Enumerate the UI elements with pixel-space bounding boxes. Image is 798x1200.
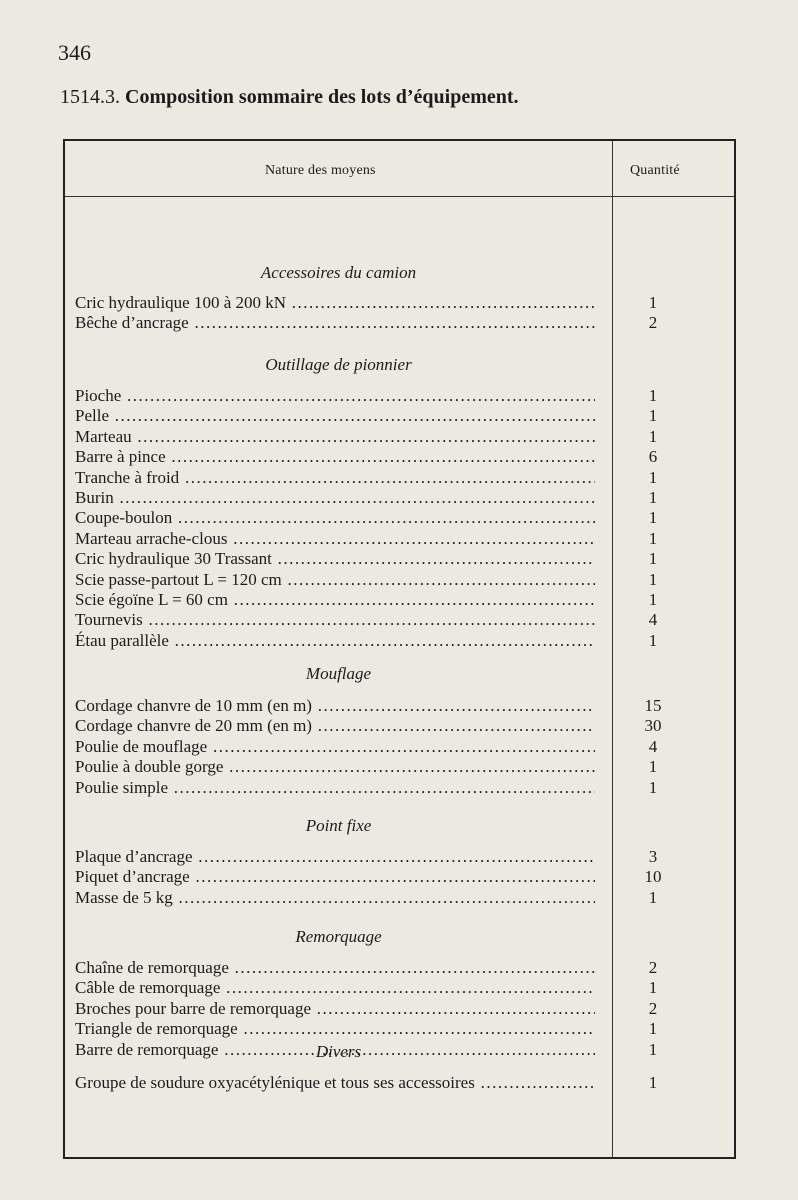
item-name: Câble de remorquage ..... <box>75 978 595 998</box>
column-header-quantity: Quantité <box>630 163 680 178</box>
item-name: Tranche à froid ..... <box>75 468 595 488</box>
item-quantity: 15 <box>644 696 662 715</box>
table-row <box>75 427 736 447</box>
item-quantity: 1 <box>648 427 658 446</box>
section-number: 1514.3. <box>60 86 120 108</box>
item-name: Pelle ..... <box>75 406 595 426</box>
table-row <box>75 313 736 333</box>
item-quantity: 1 <box>648 590 658 609</box>
item-quantity: 2 <box>648 999 658 1018</box>
item-name: Scie égoïne L = 60 cm ..... <box>75 590 595 610</box>
table-row <box>75 888 736 908</box>
table-row <box>75 293 736 313</box>
item-quantity: 2 <box>648 313 658 332</box>
group-title: Point fixe <box>305 816 372 835</box>
item-name: Bêche d’ancrage ..... <box>75 313 595 333</box>
table-row <box>75 999 736 1019</box>
table-row <box>75 508 736 528</box>
table-row <box>75 716 736 736</box>
item-quantity: 4 <box>648 610 658 629</box>
table-row <box>75 867 736 887</box>
item-name: Marteau arrache-clous ..... <box>75 529 595 549</box>
group-title: Outillage de pionnier <box>265 355 412 374</box>
item-quantity: 1 <box>648 529 658 548</box>
item-quantity: 1 <box>648 549 658 568</box>
item-quantity: 30 <box>644 716 662 735</box>
item-quantity: 1 <box>648 888 658 907</box>
page-number: 346 <box>58 40 91 65</box>
table-row <box>75 631 736 651</box>
table-row <box>75 757 736 777</box>
item-quantity: 2 <box>648 958 658 977</box>
item-quantity: 10 <box>644 867 662 886</box>
item-name: Cordage chanvre de 20 mm (en m) ..... <box>75 716 595 736</box>
item-name: Piquet d’ancrage ..... <box>75 867 595 887</box>
table-row <box>75 570 736 590</box>
item-name: Burin ..... <box>75 488 595 508</box>
item-quantity: 1 <box>648 1040 658 1059</box>
item-name: Barre de remorquage ..... <box>75 1040 595 1060</box>
equipment-table <box>63 139 736 1159</box>
table-row <box>75 488 736 508</box>
item-name: Cric hydraulique 30 Trassant ..... <box>75 549 595 569</box>
item-quantity: 1 <box>648 978 658 997</box>
item-quantity: 1 <box>648 778 658 797</box>
item-quantity: 1 <box>648 293 658 312</box>
section-heading <box>60 86 519 109</box>
item-quantity: 1 <box>648 631 658 650</box>
group-title: Accessoires du camion <box>260 263 417 282</box>
table-row <box>75 549 736 569</box>
item-name: Broches pour barre de remorquage ..... <box>75 999 595 1019</box>
item-quantity: 4 <box>648 737 658 756</box>
item-name: Barre à pince ..... <box>75 447 595 467</box>
table-row <box>75 447 736 467</box>
group-title: Mouflage <box>305 664 372 683</box>
table-row <box>75 590 736 610</box>
table-row <box>75 468 736 488</box>
column-header-nature: Nature des moyens <box>265 163 376 178</box>
table-row <box>75 978 736 998</box>
item-quantity: 1 <box>648 488 658 507</box>
item-name: Groupe de soudure oxyacétylénique et tous ses accessoires ..... <box>75 1073 595 1093</box>
item-quantity: 3 <box>648 847 658 866</box>
item-quantity: 1 <box>648 508 658 527</box>
table-row <box>75 696 736 716</box>
item-name: Coupe-boulon ..... <box>75 508 595 528</box>
table-row <box>75 958 736 978</box>
table-row <box>75 610 736 630</box>
item-quantity: 1 <box>648 1019 658 1038</box>
group-title: Divers <box>315 1042 362 1061</box>
table-row <box>75 406 736 426</box>
table-row <box>75 1073 736 1093</box>
table-row <box>75 1019 736 1039</box>
item-quantity: 1 <box>648 757 658 776</box>
header-rule <box>65 196 734 197</box>
item-name: Poulie simple ..... <box>75 778 595 798</box>
item-name: Poulie de mouflage ..... <box>75 737 595 757</box>
item-name: Marteau ..... <box>75 427 595 447</box>
item-name: Cric hydraulique 100 à 200 kN ..... <box>75 293 595 313</box>
item-quantity: 1 <box>648 570 658 589</box>
item-quantity: 6 <box>648 447 658 466</box>
item-name: Tournevis ..... <box>75 610 595 630</box>
item-quantity: 1 <box>648 468 658 487</box>
group-title: Remorquage <box>295 927 382 946</box>
table-row <box>75 529 736 549</box>
item-name: Scie passe-partout L = 120 cm ..... <box>75 570 595 590</box>
item-quantity: 1 <box>648 386 658 405</box>
item-name: Pioche ..... <box>75 386 595 406</box>
table-row <box>75 778 736 798</box>
item-name: Triangle de remorquage ..... <box>75 1019 595 1039</box>
item-name: Masse de 5 kg ..... <box>75 888 595 908</box>
section-title: Composition sommaire des lots d’équipement. <box>125 86 519 108</box>
item-name: Étau parallèle ..... <box>75 631 595 651</box>
table-row <box>75 386 736 406</box>
item-name: Plaque d’ancrage ..... <box>75 847 595 867</box>
item-quantity: 1 <box>648 1073 658 1092</box>
table-row <box>75 847 736 867</box>
table-row <box>75 737 736 757</box>
item-quantity: 1 <box>648 406 658 425</box>
item-name: Poulie à double gorge ..... <box>75 757 595 777</box>
item-name: Chaîne de remorquage ..... <box>75 958 595 978</box>
item-name: Cordage chanvre de 10 mm (en m) ..... <box>75 696 595 716</box>
